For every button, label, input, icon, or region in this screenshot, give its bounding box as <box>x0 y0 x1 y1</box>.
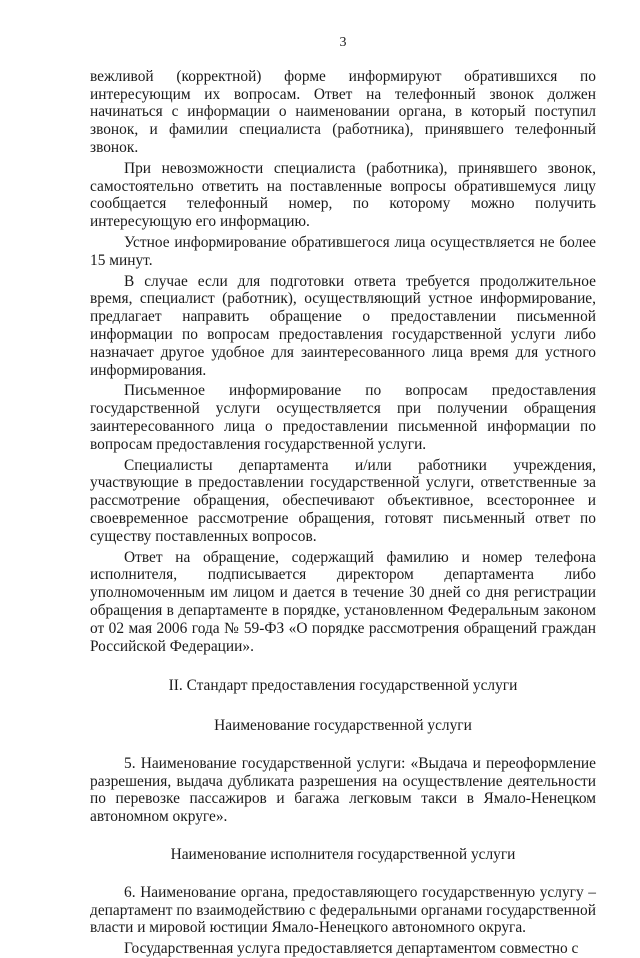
paragraph-phone-answer: вежливой (корректной) форме информируют обратившихся по интересующим их вопросам. Ответ на телефонный звонок должен начинаться с информации о наименовании органа, в который поступил звонок, и фамилии специалиста (работника), принявшего телефонный звонок. <box>90 67 596 156</box>
paragraph-6: 6. Наименование органа, предоставляющего государственную услугу – департамент по взаимодействию с федеральными органами государственной власти и мировой юстиции Ямало-Ненецкого автономного округа. <box>90 883 596 937</box>
paragraph-answer-signing: Ответ на обращение, содержащий фамилию и номер телефона исполнителя, подписывается директором департамента либо уполномоченным им лицом и дается в течение 30 дней со дня регистрации обращения в департаменте в порядке, установленном Федеральным законом от 02 мая 2006 года № 59-ФЗ «О порядке рассмотрения обращений граждан Российской Федерации». <box>90 548 596 655</box>
paragraph-oral-duration: Устное информирование обратившегося лица осуществляется не более 15 минут. <box>90 233 596 269</box>
paragraph-last: Государственная услуга предоставляется департаментом совместно с <box>124 940 579 958</box>
paragraph-5: 5. Наименование государственной услуги: «Выдача и переоформление разрешения, выдача дубликата разрешения на осуществление деятельности по перевозке пассажиров и багажа легковым такси в Ямало-Ненецком автономном округе». <box>90 754 596 826</box>
paragraph-phone-redirect: При невозможности специалиста (работника), принявшего звонок, самостоятельно ответить на поставленные вопросы обратившемуся лицу сообщается телефонный номер, по которому можно получить интересующую его информацию. <box>90 159 596 231</box>
paragraph-long-answer: В случае если для подготовки ответа требуется продолжительное время, специалист (работник), осуществляющий устное информирование, предлагает направить обращение о предоставлении письменной информации по вопросам предоставления государственной услуги либо назначает другое удобное для заинтересованного лица время для устного информирования. <box>90 272 596 379</box>
subheading-executor-name: Наименование исполнителя государственной услуги <box>170 846 516 864</box>
section-heading: II. Стандарт предоставления государственной услуги <box>168 677 518 695</box>
page-number: 3 <box>339 35 347 50</box>
paragraph-specialists: Специалисты департамента и/или работники учреждения, участвующие в предоставлении государственной услуги, ответственные за рассмотрение обращения, обеспечивают объективное, всестороннее и своевременное рассмотрение обращения, готовят письменный ответ по существу поставленных вопросов. <box>90 456 596 545</box>
paragraph-written-info: Письменное информирование по вопросам предоставления государственной услуги осуществляется при получении обращения заинтересованного лица о предоставлении письменной информации по вопросам предоставления государственной услуги. <box>90 382 596 453</box>
subheading-service-name: Наименование государственной услуги <box>214 717 472 735</box>
